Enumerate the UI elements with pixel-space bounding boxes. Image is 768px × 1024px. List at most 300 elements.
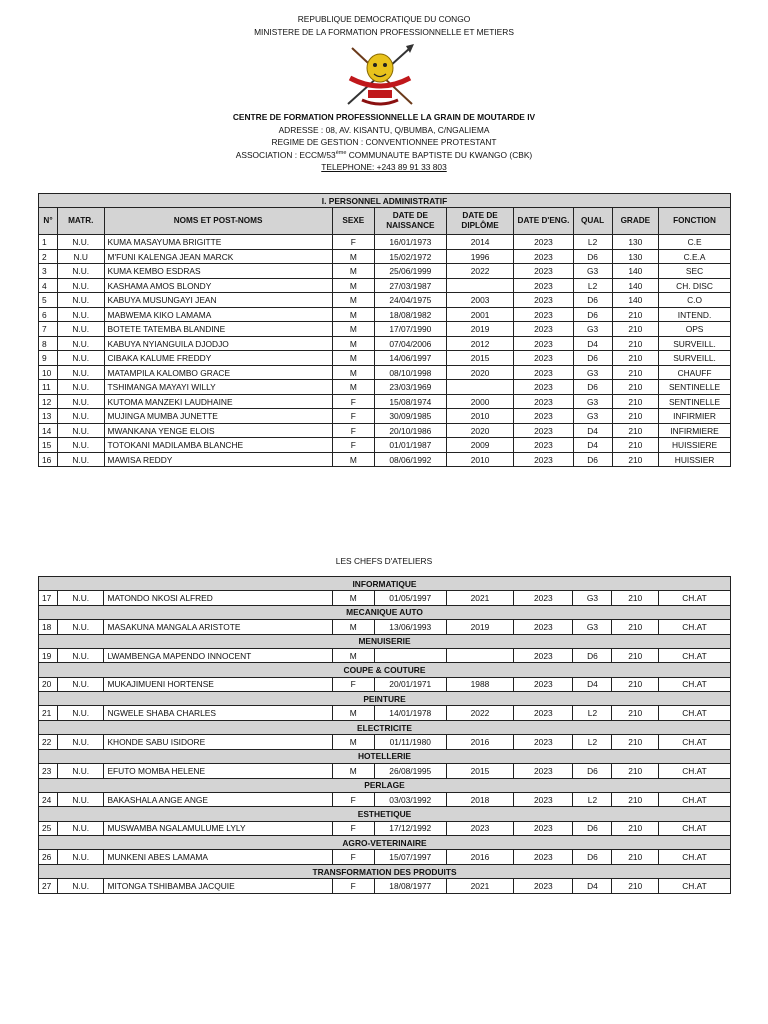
workshop-section-row — [39, 778, 731, 792]
diploma-date-cell: 2021 — [446, 879, 514, 894]
full-name-cell: KUMA MASAYUMA BRIGITTE — [104, 235, 332, 250]
workshop-section-row — [39, 720, 731, 734]
grade-cell: 140 — [612, 278, 658, 293]
function-cell: CH.AT — [658, 792, 730, 807]
row-number-cell: 21 — [39, 706, 58, 721]
birth-date-cell: 23/03/1969 — [374, 380, 446, 395]
table-row — [39, 850, 731, 865]
full-name-cell: BOTETE TATEMBA BLANDINE — [104, 322, 332, 337]
grade-cell: 210 — [612, 322, 658, 337]
table-row — [39, 264, 731, 279]
matricule-cell: N.U. — [58, 591, 104, 606]
table-row — [39, 591, 731, 606]
engagement-date-cell: 2023 — [514, 452, 573, 467]
matricule-cell: N.U. — [58, 677, 104, 692]
diploma-date-cell: 2019 — [446, 620, 514, 635]
matricule-cell: N.U. — [58, 706, 104, 721]
workshop-title: PEINTURE — [39, 692, 731, 706]
workshop-section-row — [39, 836, 731, 850]
diploma-date-cell — [446, 648, 514, 663]
full-name-cell: NGWELE SHABA CHARLES — [104, 706, 332, 721]
birth-date-cell: 20/10/1986 — [374, 423, 446, 438]
qualification-cell: D4 — [573, 677, 612, 692]
table-row — [39, 423, 731, 438]
function-cell: CH. DISC — [659, 278, 731, 293]
engagement-date-cell: 2023 — [514, 264, 573, 279]
diploma-date-cell: 2020 — [446, 423, 514, 438]
workshop-section-row — [39, 577, 731, 591]
column-header-grade: GRADE — [612, 208, 658, 235]
diploma-date-cell: 2020 — [446, 365, 514, 380]
engagement-date-cell: 2023 — [514, 677, 573, 692]
column-header-sex: SEXE — [332, 208, 374, 235]
full-name-cell: KABUYA MUSUNGAYI JEAN — [104, 293, 332, 308]
sex-cell: M — [332, 591, 374, 606]
diploma-date-cell: 2003 — [446, 293, 514, 308]
matricule-cell: N.U. — [58, 821, 104, 836]
workshop-title: HOTELLERIE — [39, 749, 731, 763]
sex-cell: M — [332, 307, 374, 322]
full-name-cell: TOTOKANI MADILAMBA BLANCHE — [104, 438, 332, 453]
matricule-cell: N.U. — [58, 409, 104, 424]
column-header-function: FONCTION — [659, 208, 731, 235]
column-header-engagement-date: DATE D'ENG. — [514, 208, 573, 235]
engagement-date-cell: 2023 — [514, 735, 573, 750]
birth-date-cell: 14/06/1997 — [374, 351, 446, 366]
birth-date-cell: 24/04/1975 — [374, 293, 446, 308]
engagement-date-cell: 2023 — [514, 307, 573, 322]
workshop-title: AGRO-VETERINAIRE — [39, 836, 731, 850]
birth-date-cell: 25/06/1999 — [374, 264, 446, 279]
diploma-date-cell: 2009 — [446, 438, 514, 453]
matricule-cell: N.U. — [58, 620, 104, 635]
birth-date-cell: 18/08/1982 — [374, 307, 446, 322]
diploma-date-cell: 2016 — [446, 850, 514, 865]
engagement-date-cell: 2023 — [514, 409, 573, 424]
function-cell: CH.AT — [658, 821, 730, 836]
matricule-cell: N.U. — [58, 423, 104, 438]
document-header-centre — [0, 111, 768, 174]
engagement-date-cell: 2023 — [514, 821, 573, 836]
birth-date-cell: 13/06/1993 — [374, 620, 446, 635]
workshop-title: MECANIQUE AUTO — [39, 605, 731, 619]
birth-date-cell: 18/08/1977 — [374, 879, 446, 894]
row-number-cell: 11 — [39, 380, 58, 395]
engagement-date-cell: 2023 — [514, 423, 573, 438]
full-name-cell: MUJINGA MUMBA JUNETTE — [104, 409, 332, 424]
function-cell: C.O — [659, 293, 731, 308]
workshop-section-row — [39, 749, 731, 763]
qualification-cell: L2 — [573, 792, 612, 807]
qualification-cell: L2 — [573, 735, 612, 750]
grade-cell: 140 — [612, 293, 658, 308]
matricule-cell: N.U. — [58, 264, 104, 279]
table-row — [39, 336, 731, 351]
function-cell: CH.AT — [658, 706, 730, 721]
birth-date-cell: 20/01/1971 — [374, 677, 446, 692]
birth-date-cell: 15/07/1997 — [374, 850, 446, 865]
sex-cell: M — [332, 365, 374, 380]
engagement-date-cell: 2023 — [514, 380, 573, 395]
full-name-cell: KUTOMA MANZEKI LAUDHAINE — [104, 394, 332, 409]
matricule-cell: N.U. — [58, 438, 104, 453]
qualification-cell: D4 — [573, 423, 612, 438]
row-number-cell: 18 — [39, 620, 58, 635]
birth-date-cell: 01/11/1980 — [374, 735, 446, 750]
engagement-date-cell: 2023 — [514, 764, 573, 779]
full-name-cell: KASHAMA AMOS BLONDY — [104, 278, 332, 293]
engagement-date-cell: 2023 — [514, 620, 573, 635]
function-cell: CH.AT — [658, 879, 730, 894]
matricule-cell: N.U. — [58, 307, 104, 322]
function-cell: SURVEILL. — [659, 336, 731, 351]
sex-cell: M — [332, 278, 374, 293]
grade-cell: 210 — [612, 821, 658, 836]
function-cell: SENTINELLE — [659, 380, 731, 395]
qualification-cell: D6 — [573, 293, 612, 308]
qualification-cell: D6 — [573, 351, 612, 366]
column-header-qualification: QUAL — [573, 208, 612, 235]
grade-cell: 210 — [612, 438, 658, 453]
qualification-cell: G3 — [573, 409, 612, 424]
sex-cell: M — [332, 706, 374, 721]
grade-cell: 210 — [612, 648, 658, 663]
column-header-matricule: MATR. — [58, 208, 104, 235]
grade-cell: 140 — [612, 264, 658, 279]
qualification-cell: G3 — [573, 264, 612, 279]
qualification-cell: D6 — [573, 249, 612, 264]
grade-cell: 130 — [612, 235, 658, 250]
grade-cell: 210 — [612, 394, 658, 409]
table-row — [39, 677, 731, 692]
section-title: I. PERSONNEL ADMINISTRATIF — [39, 194, 731, 208]
row-number-cell: 19 — [39, 648, 58, 663]
engagement-date-cell: 2023 — [514, 365, 573, 380]
table-row — [39, 648, 731, 663]
engagement-date-cell: 2023 — [514, 792, 573, 807]
full-name-cell: M'FUNI KALENGA JEAN MARCK — [104, 249, 332, 264]
full-name-cell: BAKASHALA ANGE ANGE — [104, 792, 332, 807]
workshop-section-row — [39, 605, 731, 619]
birth-date-cell: 16/01/1973 — [374, 235, 446, 250]
table-row — [39, 620, 731, 635]
table-row — [39, 792, 731, 807]
qualification-cell: D4 — [573, 336, 612, 351]
engagement-date-cell: 2023 — [514, 235, 573, 250]
matricule-cell: N.U — [58, 249, 104, 264]
qualification-cell: D6 — [573, 380, 612, 395]
workshop-heads-caption: LES CHEFS D'ATELIERS — [335, 556, 433, 566]
qualification-cell: D6 — [573, 648, 612, 663]
qualification-cell: L2 — [573, 706, 612, 721]
grade-cell: 210 — [612, 792, 658, 807]
full-name-cell: MWANKANA YENGE ELOIS — [104, 423, 332, 438]
full-name-cell: LWAMBENGA MAPENDO INNOCENT — [104, 648, 332, 663]
birth-date-cell: 03/03/1992 — [374, 792, 446, 807]
full-name-cell: KUMA KEMBO ESDRAS — [104, 264, 332, 279]
engagement-date-cell: 2023 — [514, 394, 573, 409]
workshop-section-row — [39, 692, 731, 706]
birth-date-cell: 26/08/1995 — [374, 764, 446, 779]
birth-date-cell: 14/01/1978 — [374, 706, 446, 721]
function-cell: CHAUFF — [659, 365, 731, 380]
matricule-cell: N.U. — [58, 879, 104, 894]
row-number-cell: 10 — [39, 365, 58, 380]
row-number-cell: 23 — [39, 764, 58, 779]
diploma-date-cell: 2022 — [446, 264, 514, 279]
birth-date-cell: 01/05/1997 — [374, 591, 446, 606]
diploma-date-cell: 1996 — [446, 249, 514, 264]
grade-cell: 210 — [612, 677, 658, 692]
column-header-full-name: NOMS ET POST-NOMS — [104, 208, 332, 235]
full-name-cell: KHONDE SABU ISIDORE — [104, 735, 332, 750]
ministry-name: MINISTERE DE LA FORMATION PROFESSIONNELLE ET METIERS — [254, 26, 514, 37]
qualification-cell: D4 — [573, 879, 612, 894]
table-row — [39, 821, 731, 836]
table-row — [39, 322, 731, 337]
diploma-date-cell: 2010 — [446, 409, 514, 424]
row-number-cell: 20 — [39, 677, 58, 692]
sex-cell: M — [332, 322, 374, 337]
column-header-diploma-date: DATE DE DIPLÔME — [446, 208, 514, 235]
table-row — [39, 735, 731, 750]
sex-cell: M — [332, 249, 374, 264]
function-cell: INFIRMIER — [659, 409, 731, 424]
engagement-date-cell: 2023 — [514, 293, 573, 308]
sex-cell: M — [332, 336, 374, 351]
diploma-date-cell: 2000 — [446, 394, 514, 409]
sex-cell: F — [332, 423, 374, 438]
diploma-date-cell: 2023 — [446, 821, 514, 836]
sex-cell: M — [332, 620, 374, 635]
row-number-cell: 24 — [39, 792, 58, 807]
diploma-date-cell — [446, 380, 514, 395]
matricule-cell: N.U. — [58, 278, 104, 293]
birth-date-cell: 30/09/1985 — [374, 409, 446, 424]
table-row — [39, 452, 731, 467]
qualification-cell: D6 — [573, 850, 612, 865]
grade-cell: 210 — [612, 307, 658, 322]
matricule-cell: N.U. — [58, 764, 104, 779]
diploma-date-cell: 2015 — [446, 351, 514, 366]
workshop-title: PERLAGE — [39, 778, 731, 792]
workshop-title: MENUISERIE — [39, 634, 731, 648]
table-row — [39, 764, 731, 779]
regime-line: REGIME DE GESTION : CONVENTIONNEE PROTESTANT — [271, 137, 497, 148]
grade-cell: 210 — [612, 735, 658, 750]
diploma-date-cell: 2022 — [446, 706, 514, 721]
table-row — [39, 438, 731, 453]
engagement-date-cell: 2023 — [514, 278, 573, 293]
row-number-cell: 1 — [39, 235, 58, 250]
matricule-cell: N.U. — [58, 365, 104, 380]
country-name: REPUBLIQUE DEMOCRATIQUE DU CONGO — [297, 14, 471, 24]
full-name-cell: MABWEMA KIKO LAMAMA — [104, 307, 332, 322]
diploma-date-cell: 2016 — [446, 735, 514, 750]
grade-cell: 210 — [612, 351, 658, 366]
sex-cell: M — [332, 351, 374, 366]
table-row — [39, 706, 731, 721]
row-number-cell: 4 — [39, 278, 58, 293]
telephone-line: TELEPHONE: +243 89 91 33 803 — [321, 162, 447, 173]
workshop-title: TRANSFORMATION DES PRODUITS — [39, 864, 731, 878]
table-row — [39, 249, 731, 264]
workshop-section-row — [39, 663, 731, 677]
sex-cell: F — [332, 438, 374, 453]
workshop-heads-table — [38, 576, 731, 894]
sex-cell: F — [332, 879, 374, 894]
function-cell: HUISSIER — [659, 452, 731, 467]
row-number-cell: 26 — [39, 850, 58, 865]
sex-cell: F — [332, 821, 374, 836]
sex-cell: F — [332, 394, 374, 409]
function-cell: SURVEILL. — [659, 351, 731, 366]
sex-cell: M — [332, 764, 374, 779]
sex-cell: M — [332, 264, 374, 279]
row-number-cell: 13 — [39, 409, 58, 424]
table-row — [39, 380, 731, 395]
sex-cell: M — [332, 293, 374, 308]
row-number-cell: 25 — [39, 821, 58, 836]
birth-date-cell: 15/08/1974 — [374, 394, 446, 409]
full-name-cell: KABUYA NYIANGUILA DJODJO — [104, 336, 332, 351]
diploma-date-cell: 2015 — [446, 764, 514, 779]
row-number-cell: 7 — [39, 322, 58, 337]
table-row — [39, 235, 731, 250]
matricule-cell: N.U. — [58, 351, 104, 366]
column-header-row-number: N° — [39, 208, 58, 235]
engagement-date-cell: 2023 — [514, 850, 573, 865]
grade-cell: 210 — [612, 452, 658, 467]
matricule-cell: N.U. — [58, 850, 104, 865]
function-cell: HUISSIERE — [659, 438, 731, 453]
grade-cell: 210 — [612, 764, 658, 779]
full-name-cell: MITONGA TSHIBAMBA JACQUIE — [104, 879, 332, 894]
engagement-date-cell: 2023 — [514, 322, 573, 337]
row-number-cell: 27 — [39, 879, 58, 894]
qualification-cell: L2 — [573, 235, 612, 250]
grade-cell: 210 — [612, 850, 658, 865]
matricule-cell: N.U. — [58, 293, 104, 308]
grade-cell: 210 — [612, 423, 658, 438]
engagement-date-cell: 2023 — [514, 438, 573, 453]
full-name-cell: MUSWAMBA NGALAMULUME LYLY — [104, 821, 332, 836]
matricule-cell: N.U. — [58, 735, 104, 750]
association-line: ASSOCIATION : ECCM/53ème COMMUNAUTE BAPTISTE DU KWANGO (CBK) — [235, 149, 533, 160]
function-cell: C.E — [659, 235, 731, 250]
birth-date-cell: 27/03/1987 — [374, 278, 446, 293]
sex-cell: F — [332, 792, 374, 807]
full-name-cell: MATONDO NKOSI ALFRED — [104, 591, 332, 606]
grade-cell: 210 — [612, 706, 658, 721]
table-row — [39, 278, 731, 293]
function-cell: CH.AT — [658, 677, 730, 692]
full-name-cell: EFUTO MOMBA HELENE — [104, 764, 332, 779]
workshop-title: COUPE & COUTURE — [39, 663, 731, 677]
row-number-cell: 9 — [39, 351, 58, 366]
full-name-cell: MUKAJIMUENI HORTENSE — [104, 677, 332, 692]
workshop-title: ELECTRICITE — [39, 720, 731, 734]
birth-date-cell: 08/10/1998 — [374, 365, 446, 380]
sex-cell: F — [332, 235, 374, 250]
qualification-cell: G3 — [573, 365, 612, 380]
grade-cell: 130 — [612, 249, 658, 264]
table-row — [39, 351, 731, 366]
grade-cell: 210 — [612, 409, 658, 424]
grade-cell: 210 — [612, 365, 658, 380]
row-number-cell: 6 — [39, 307, 58, 322]
matricule-cell: N.U. — [58, 394, 104, 409]
function-cell: INTEND. — [659, 307, 731, 322]
engagement-date-cell: 2023 — [514, 249, 573, 264]
grade-cell: 210 — [612, 620, 658, 635]
birth-date-cell: 07/04/2006 — [374, 336, 446, 351]
full-name-cell: MAWISA REDDY — [104, 452, 332, 467]
sex-cell: M — [332, 735, 374, 750]
qualification-cell: D6 — [573, 764, 612, 779]
birth-date-cell: 17/07/1990 — [374, 322, 446, 337]
diploma-date-cell: 2010 — [446, 452, 514, 467]
grade-cell: 210 — [612, 336, 658, 351]
row-number-cell: 3 — [39, 264, 58, 279]
matricule-cell: N.U. — [58, 648, 104, 663]
workshop-section-row — [39, 634, 731, 648]
function-cell: CH.AT — [658, 735, 730, 750]
engagement-date-cell: 2023 — [514, 591, 573, 606]
matricule-cell: N.U. — [58, 235, 104, 250]
qualification-cell: G3 — [573, 591, 612, 606]
full-name-cell: CIBAKA KALUME FREDDY — [104, 351, 332, 366]
diploma-date-cell: 2018 — [446, 792, 514, 807]
engagement-date-cell: 2023 — [514, 336, 573, 351]
matricule-cell: N.U. — [58, 452, 104, 467]
table-row — [39, 365, 731, 380]
grade-cell: 210 — [612, 879, 658, 894]
address-line: ADRESSE : 08, AV. KISANTU, Q/BUMBA, C/NGALIEMA — [278, 124, 490, 135]
table-row — [39, 409, 731, 424]
diploma-date-cell: 2019 — [446, 322, 514, 337]
function-cell: SENTINELLE — [659, 394, 731, 409]
row-number-cell: 8 — [39, 336, 58, 351]
qualification-cell: L2 — [573, 278, 612, 293]
qualification-cell: D6 — [573, 821, 612, 836]
table-row — [39, 394, 731, 409]
diploma-date-cell — [446, 278, 514, 293]
matricule-cell: N.U. — [58, 380, 104, 395]
birth-date-cell: 17/12/1992 — [374, 821, 446, 836]
function-cell: OPS — [659, 322, 731, 337]
engagement-date-cell: 2023 — [514, 879, 573, 894]
row-number-cell: 17 — [39, 591, 58, 606]
row-number-cell: 5 — [39, 293, 58, 308]
function-cell: SEC — [659, 264, 731, 279]
qualification-cell: G3 — [573, 620, 612, 635]
matricule-cell: N.U. — [58, 336, 104, 351]
birth-date-cell: 08/06/1992 — [374, 452, 446, 467]
sex-cell: M — [332, 648, 374, 663]
diploma-date-cell: 2001 — [446, 307, 514, 322]
function-cell: CH.AT — [658, 764, 730, 779]
birth-date-cell: 15/02/1972 — [374, 249, 446, 264]
qualification-cell: D4 — [573, 438, 612, 453]
qualification-cell: D6 — [573, 307, 612, 322]
function-cell: CH.AT — [658, 648, 730, 663]
document-header-top — [0, 13, 768, 38]
full-name-cell: MASAKUNA MANGALA ARISTOTE — [104, 620, 332, 635]
column-header-birth-date: DATE DE NAISSANCE — [374, 208, 446, 235]
full-name-cell: TSHIMANGA MAYAYI WILLY — [104, 380, 332, 395]
full-name-cell: MUNKENI ABES LAMAMA — [104, 850, 332, 865]
